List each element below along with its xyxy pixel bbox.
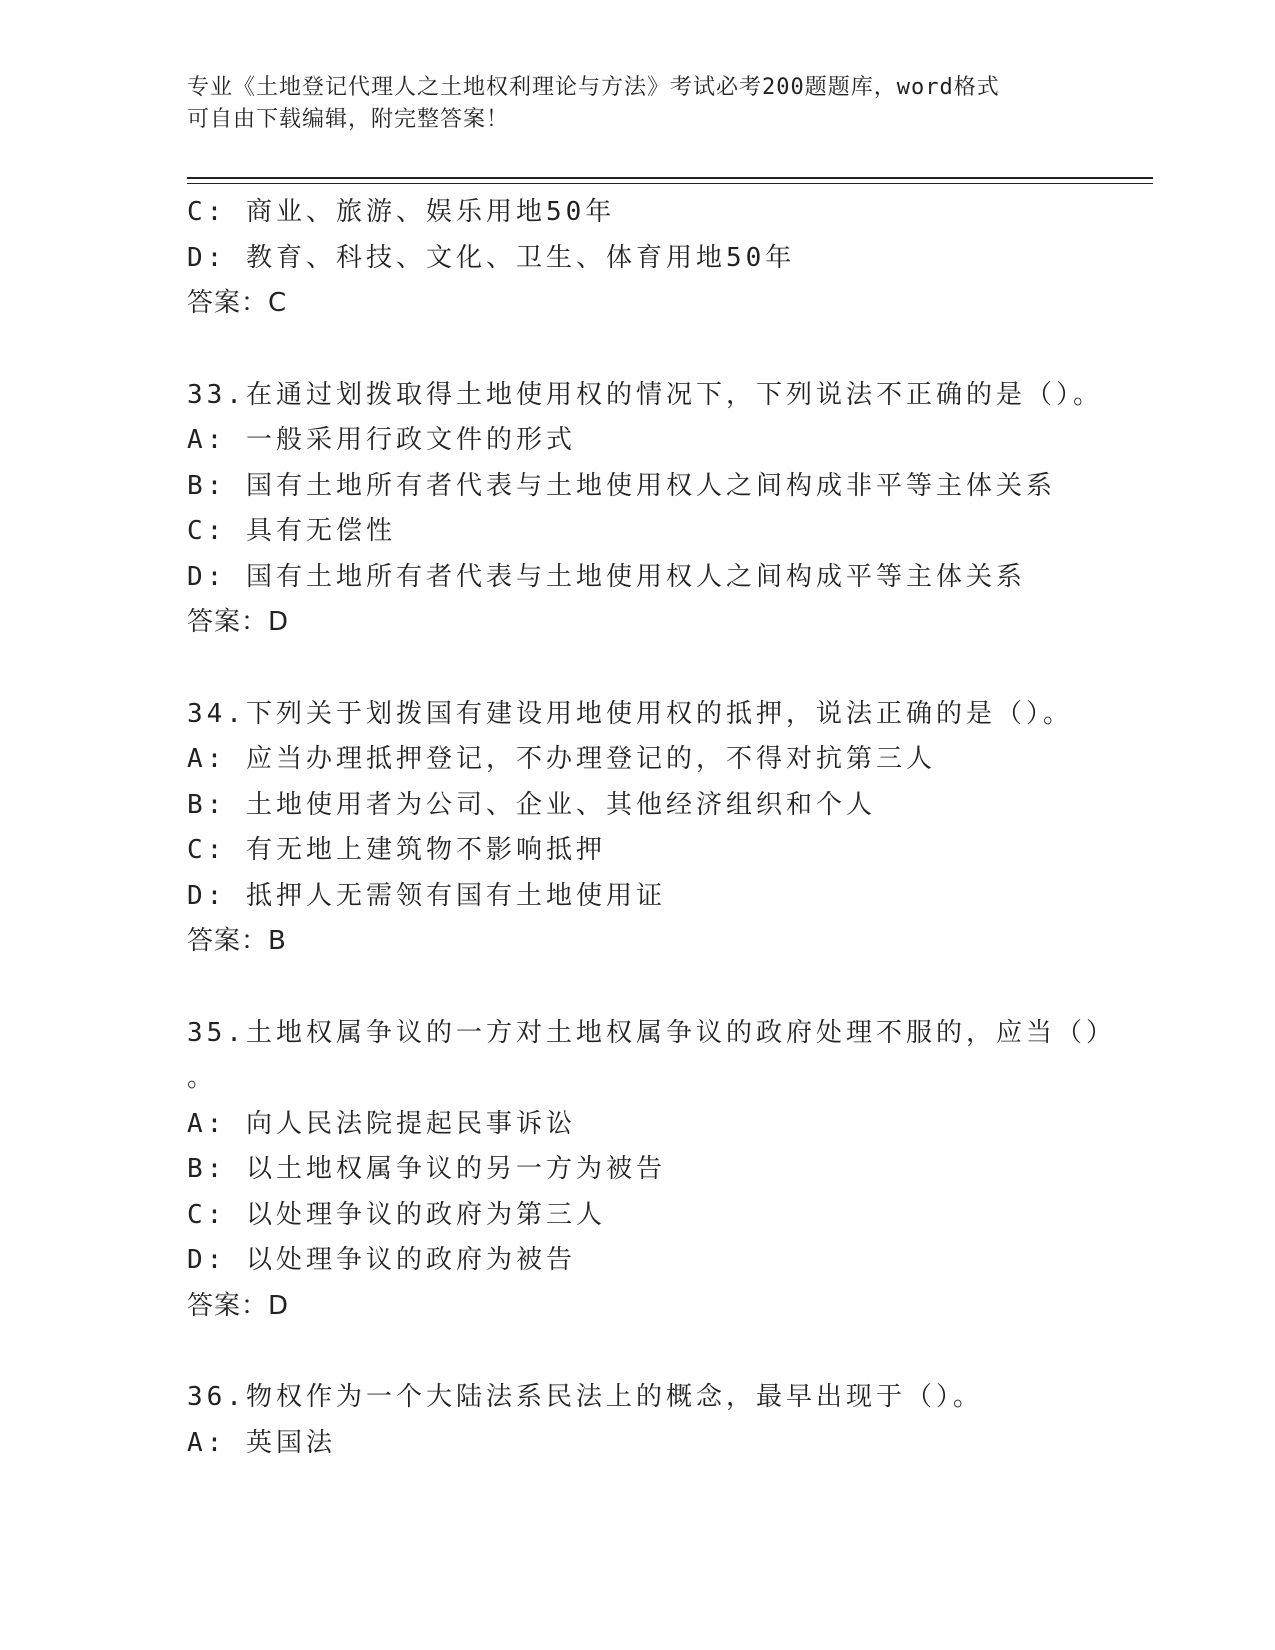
spacer — [187, 965, 1087, 1011]
option-c: C: 以处理争议的政府为第三人 — [187, 1199, 606, 1230]
option-d: D: 抵押人无需领有国有土地使用证 — [187, 880, 666, 911]
spacer — [187, 327, 1087, 373]
option-c: C: 有无地上建筑物不影响抵押 — [187, 835, 606, 865]
option-a: A: 一般采用行政文件的形式 — [187, 425, 576, 455]
header-rule-thin — [187, 183, 1153, 184]
option-d: D: 以处理争议的政府为被告 — [187, 1245, 576, 1275]
question-list — [187, 190, 1116, 1466]
spacer — [187, 1329, 1087, 1375]
option-b: B: 土地使用者为公司、企业、其他经济组织和个人 — [187, 789, 876, 820]
option-c: C: 具有无偿性 — [187, 516, 396, 546]
option-b: B: 以土地权属争议的另一方为被告 — [187, 1154, 666, 1184]
option-b: B: 国有土地所有者代表与土地使用权人之间构成非平等主体关系 — [187, 470, 1056, 501]
option-a: A: 应当办理抵押登记，不办理登记的，不得对抗第三人 — [187, 744, 936, 774]
question-stem-35-cont: 。 — [187, 1063, 218, 1093]
answer: 答案：D — [187, 607, 290, 637]
header-line-1: 专业《土地登记代理人之土地权利理论与方法》考试必考200题题库，word格式 — [187, 75, 1000, 100]
question-stem-33: 33.在通过划拨取得土地使用权的情况下，下列说法不正确的是（）。 — [187, 379, 1103, 410]
question-stem-36: 36.物权作为一个大陆法系民法上的概念，最早出现于（）。 — [187, 1382, 983, 1412]
question-stem-35: 35.土地权属争议的一方对土地权属争议的政府处理不服的，应当（） — [187, 1017, 1116, 1048]
answer: 答案：B — [187, 926, 287, 956]
header-rule-thick — [187, 177, 1153, 179]
option-d: D: 教育、科技、文化、卫生、体育用地50年 — [187, 242, 796, 273]
question-stem-34: 34.下列关于划拨国有建设用地使用权的抵押，说法正确的是（）。 — [187, 698, 1073, 729]
header-line-2: 可自由下载编辑，附完整答案！ — [187, 107, 510, 132]
answer: 答案：D — [187, 1290, 290, 1321]
answer: 答案：C — [187, 288, 288, 318]
option-d: D: 国有土地所有者代表与土地使用权人之间构成平等主体关系 — [187, 561, 1026, 592]
option-a: A: 英国法 — [187, 1427, 336, 1458]
spacer — [187, 646, 1087, 692]
document-header — [187, 72, 1067, 136]
option-a: A: 向人民法院提起民事诉讼 — [187, 1108, 576, 1139]
option-c: C: 商业、旅游、娱乐用地50年 — [187, 197, 616, 227]
